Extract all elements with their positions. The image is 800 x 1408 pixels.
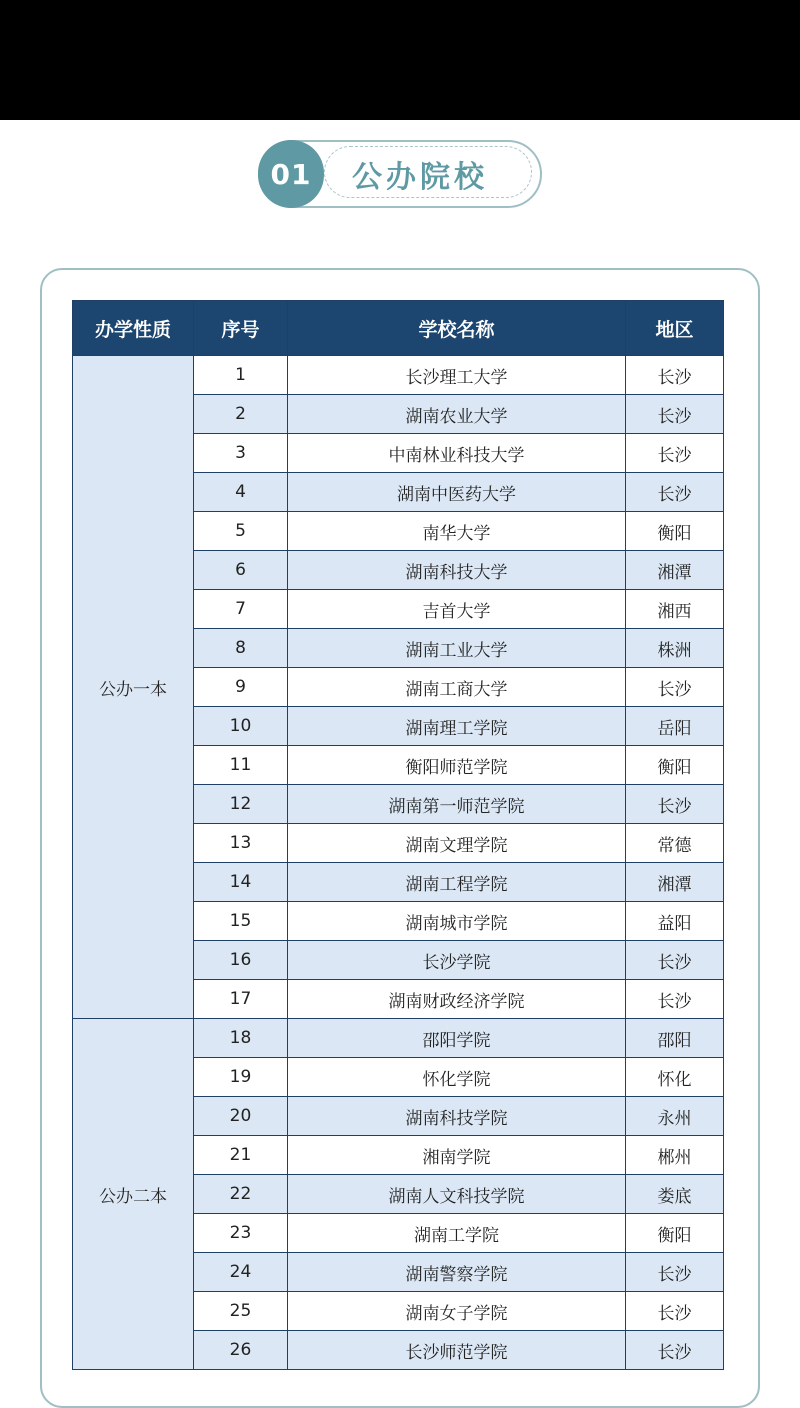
region: 湘潭 (626, 551, 724, 590)
school-name: 湖南科技学院 (288, 1097, 626, 1136)
school-name: 中南林业科技大学 (288, 434, 626, 473)
school-name: 南华大学 (288, 512, 626, 551)
top-black-band (0, 0, 800, 120)
school-name: 长沙理工大学 (288, 356, 626, 395)
region: 衡阳 (626, 512, 724, 551)
school-name: 吉首大学 (288, 590, 626, 629)
section-number: 01 (258, 140, 324, 208)
region: 长沙 (626, 1253, 724, 1292)
school-name: 邵阳学院 (288, 1019, 626, 1058)
row-number: 16 (194, 941, 288, 980)
row-number: 8 (194, 629, 288, 668)
row-number: 1 (194, 356, 288, 395)
region: 长沙 (626, 434, 724, 473)
school-name: 湖南工学院 (288, 1214, 626, 1253)
section-badge (258, 140, 542, 208)
school-name: 湖南中医药大学 (288, 473, 626, 512)
header-type: 办学性质 (73, 301, 194, 356)
row-number: 24 (194, 1253, 288, 1292)
school-name: 湖南女子学院 (288, 1292, 626, 1331)
group-label: 公办一本 (73, 356, 194, 1019)
region: 益阳 (626, 902, 724, 941)
row-number: 11 (194, 746, 288, 785)
region: 湘潭 (626, 863, 724, 902)
table-row (73, 1019, 724, 1058)
region: 邵阳 (626, 1019, 724, 1058)
school-name: 湖南理工学院 (288, 707, 626, 746)
header-number: 序号 (194, 301, 288, 356)
school-name: 长沙师范学院 (288, 1331, 626, 1370)
school-name: 湖南工商大学 (288, 668, 626, 707)
school-name: 湖南人文科技学院 (288, 1175, 626, 1214)
region: 常德 (626, 824, 724, 863)
school-name: 长沙学院 (288, 941, 626, 980)
school-name: 湖南财政经济学院 (288, 980, 626, 1019)
school-name: 湖南工程学院 (288, 863, 626, 902)
row-number: 23 (194, 1214, 288, 1253)
region: 娄底 (626, 1175, 724, 1214)
region: 长沙 (626, 395, 724, 434)
row-number: 19 (194, 1058, 288, 1097)
table-row (73, 356, 724, 395)
section-title: 公办院校 (352, 160, 488, 195)
school-name: 湖南农业大学 (288, 395, 626, 434)
row-number: 21 (194, 1136, 288, 1175)
region: 长沙 (626, 941, 724, 980)
row-number: 18 (194, 1019, 288, 1058)
table-header-row (73, 301, 724, 356)
region: 长沙 (626, 1331, 724, 1370)
region: 长沙 (626, 668, 724, 707)
row-number: 26 (194, 1331, 288, 1370)
row-number: 14 (194, 863, 288, 902)
row-number: 2 (194, 395, 288, 434)
school-name: 湖南工业大学 (288, 629, 626, 668)
region: 衡阳 (626, 746, 724, 785)
school-name: 湖南警察学院 (288, 1253, 626, 1292)
row-number: 7 (194, 590, 288, 629)
school-name: 湖南文理学院 (288, 824, 626, 863)
region: 长沙 (626, 473, 724, 512)
school-name: 湖南科技大学 (288, 551, 626, 590)
row-number: 25 (194, 1292, 288, 1331)
row-number: 13 (194, 824, 288, 863)
row-number: 6 (194, 551, 288, 590)
school-name: 怀化学院 (288, 1058, 626, 1097)
row-number: 10 (194, 707, 288, 746)
region: 长沙 (626, 1292, 724, 1331)
school-name: 衡阳师范学院 (288, 746, 626, 785)
region: 永州 (626, 1097, 724, 1136)
region: 长沙 (626, 785, 724, 824)
region: 长沙 (626, 980, 724, 1019)
row-number: 22 (194, 1175, 288, 1214)
school-name: 湘南学院 (288, 1136, 626, 1175)
region: 湘西 (626, 590, 724, 629)
region: 怀化 (626, 1058, 724, 1097)
row-number: 3 (194, 434, 288, 473)
header-region: 地区 (626, 301, 724, 356)
region: 衡阳 (626, 1214, 724, 1253)
region: 岳阳 (626, 707, 724, 746)
region: 株洲 (626, 629, 724, 668)
region: 郴州 (626, 1136, 724, 1175)
row-number: 17 (194, 980, 288, 1019)
group-label: 公办二本 (73, 1019, 194, 1370)
row-number: 5 (194, 512, 288, 551)
row-number: 9 (194, 668, 288, 707)
row-number: 4 (194, 473, 288, 512)
row-number: 15 (194, 902, 288, 941)
schools-table (72, 300, 724, 1370)
school-name: 湖南城市学院 (288, 902, 626, 941)
row-number: 12 (194, 785, 288, 824)
row-number: 20 (194, 1097, 288, 1136)
school-name: 湖南第一师范学院 (288, 785, 626, 824)
region: 长沙 (626, 356, 724, 395)
header-school-name: 学校名称 (288, 301, 626, 356)
